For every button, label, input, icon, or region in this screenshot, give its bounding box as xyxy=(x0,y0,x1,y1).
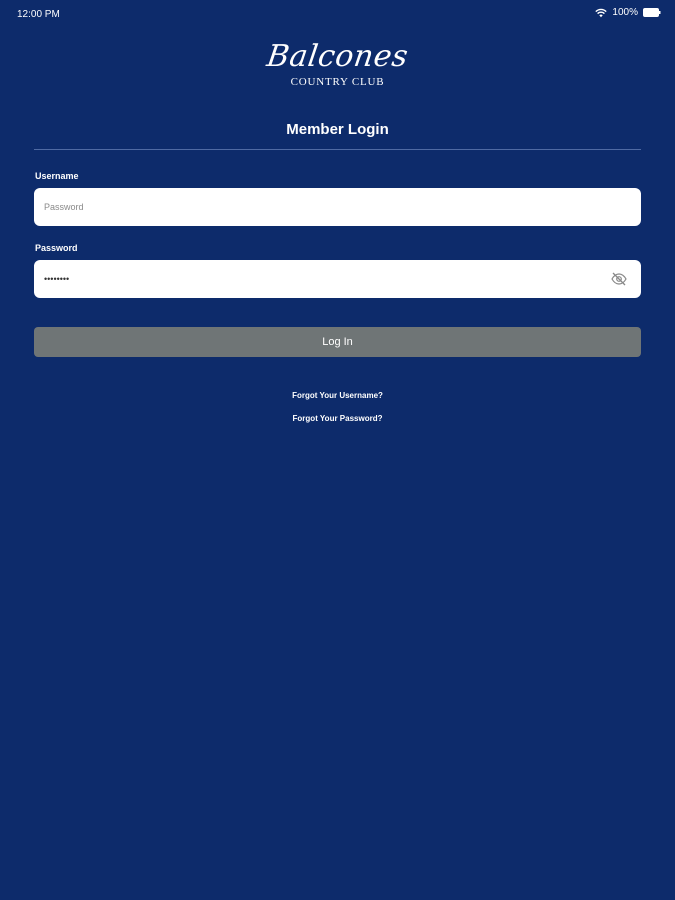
battery-icon xyxy=(643,8,661,17)
eye-off-icon[interactable] xyxy=(611,272,627,286)
username-field-container xyxy=(34,188,641,226)
forgot-username-link[interactable]: Forgot Your Username? xyxy=(292,391,383,400)
login-button[interactable]: Log In xyxy=(34,327,641,357)
username-label: Username xyxy=(35,171,79,181)
status-time: 12:00 PM xyxy=(17,9,60,20)
page-title: Member Login xyxy=(286,121,389,138)
password-field-container xyxy=(34,260,641,298)
club-logo xyxy=(0,40,675,102)
title-divider xyxy=(34,149,641,150)
wifi-icon xyxy=(595,8,607,18)
username-input[interactable] xyxy=(34,188,641,226)
logo-script-text: Balcones xyxy=(264,39,411,74)
password-label: Password xyxy=(35,243,78,253)
logo-subtitle: COUNTRY CLUB xyxy=(290,76,385,88)
status-indicators xyxy=(595,7,661,18)
status-bar xyxy=(0,0,675,28)
password-input[interactable] xyxy=(34,260,641,298)
forgot-password-link[interactable]: Forgot Your Password? xyxy=(292,414,383,423)
battery-percent: 100% xyxy=(612,7,638,18)
